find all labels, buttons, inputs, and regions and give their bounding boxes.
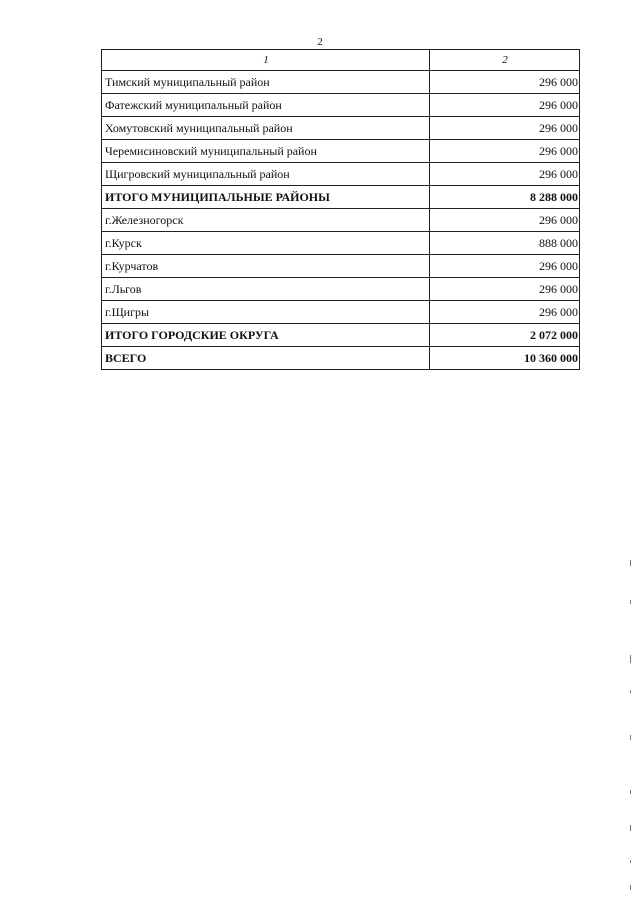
row-amount: 296 000 bbox=[430, 117, 580, 140]
allocation-table bbox=[101, 49, 580, 370]
row-amount: 2 072 000 bbox=[430, 324, 580, 347]
row-amount: 296 000 bbox=[430, 255, 580, 278]
row-amount: 296 000 bbox=[430, 278, 580, 301]
row-name: г.Курчатов bbox=[102, 255, 430, 278]
row-name: Хомутовский муниципальный район bbox=[102, 117, 430, 140]
row-name: ИТОГО МУНИЦИПАЛЬНЫЕ РАЙОНЫ bbox=[102, 186, 430, 209]
table-row bbox=[102, 71, 580, 94]
row-name: ИТОГО ГОРОДСКИЕ ОКРУГА bbox=[102, 324, 430, 347]
row-name: г.Льгов bbox=[102, 278, 430, 301]
row-amount: 296 000 bbox=[430, 301, 580, 324]
row-name: Фатежский муниципальный район bbox=[102, 94, 430, 117]
row-name: г.Железногорск bbox=[102, 209, 430, 232]
table-row bbox=[102, 94, 580, 117]
subtotal-row-municipal-districts bbox=[102, 186, 580, 209]
page-number: 2 bbox=[317, 36, 323, 48]
row-amount: 296 000 bbox=[430, 71, 580, 94]
table-row bbox=[102, 163, 580, 186]
row-name: г.Щигры bbox=[102, 301, 430, 324]
row-amount: 296 000 bbox=[430, 94, 580, 117]
table-header bbox=[102, 50, 580, 71]
row-amount: 296 000 bbox=[430, 163, 580, 186]
row-amount: 296 000 bbox=[430, 140, 580, 163]
table-row bbox=[102, 117, 580, 140]
row-name: Черемисиновский муниципальный район bbox=[102, 140, 430, 163]
table-row bbox=[102, 140, 580, 163]
row-name: г.Курск bbox=[102, 232, 430, 255]
table-row bbox=[102, 209, 580, 232]
subtotal-row-urban-districts bbox=[102, 324, 580, 347]
row-amount: 888 000 bbox=[430, 232, 580, 255]
scan-edge-marks bbox=[630, 560, 634, 900]
table-row bbox=[102, 255, 580, 278]
column-header-2: 2 bbox=[430, 50, 580, 71]
table-row bbox=[102, 232, 580, 255]
table-row bbox=[102, 301, 580, 324]
row-amount: 10 360 000 bbox=[430, 347, 580, 370]
row-name: ВСЕГО bbox=[102, 347, 430, 370]
grand-total-row bbox=[102, 347, 580, 370]
row-name: Щигровский муниципальный район bbox=[102, 163, 430, 186]
column-header-1: 1 bbox=[102, 50, 430, 71]
row-amount: 296 000 bbox=[430, 209, 580, 232]
table-row bbox=[102, 278, 580, 301]
row-amount: 8 288 000 bbox=[430, 186, 580, 209]
row-name: Тимский муниципальный район bbox=[102, 71, 430, 94]
header-row bbox=[102, 50, 580, 71]
